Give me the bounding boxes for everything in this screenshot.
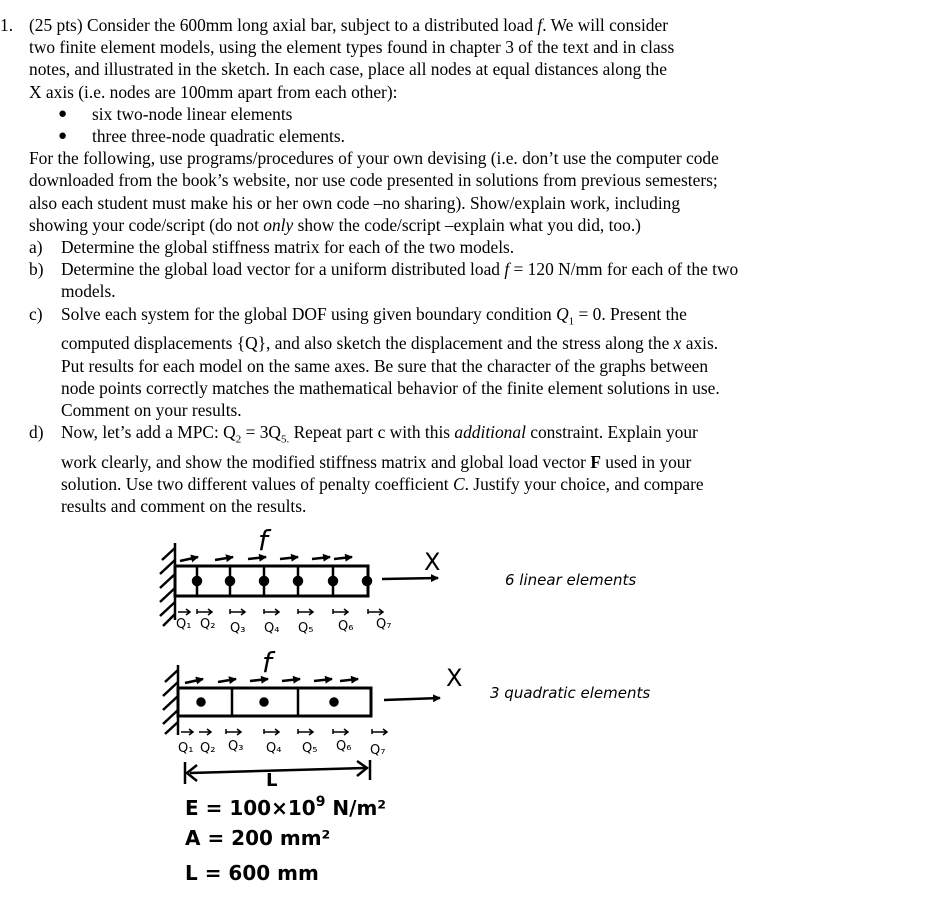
dof-arrows-icon xyxy=(178,609,383,615)
part-b: b) Determine the global load vector for a uniform distributed load f = 120 N/mm for each of the two models. xyxy=(29,259,739,302)
svg-text:Q₃: Q₃ xyxy=(228,739,244,754)
svg-text:Q₄: Q₄ xyxy=(266,741,282,756)
part-c: c) Solve each system for the global DOF using given boundary condition $Q_1 = 0$. Present the computed displacements {Q}, and also sketch the displacement and the stress along the x axis. Put results for each model on the same axes. Be sure that the character of the graphs between node points correctly matches the mathematical behavior of the finite element solutions in use. Comment on your results. xyxy=(29,303,720,420)
node-markers xyxy=(198,688,338,716)
x-axis-arrow-icon xyxy=(382,578,438,579)
length-dimension-arrow-icon xyxy=(185,760,370,784)
bullet-item: ● six two-node linear elements xyxy=(58,103,293,124)
part-label: b) xyxy=(29,259,44,280)
part-label: d) xyxy=(29,422,44,443)
part-label: c) xyxy=(29,303,43,324)
model-1-linear xyxy=(160,524,636,636)
distributed-load-arrows-icon xyxy=(185,679,358,683)
svg-text:Q₇: Q₇ xyxy=(370,743,386,758)
svg-text:Q₂: Q₂ xyxy=(200,617,216,632)
svg-text:Q₅: Q₅ xyxy=(302,741,318,756)
intro-line-4: X axis (i.e. nodes are 100mm apart from each other): xyxy=(29,81,398,102)
svg-text:Q₁: Q₁ xyxy=(176,617,192,632)
bar-body xyxy=(178,688,371,716)
svg-text:Q₄: Q₄ xyxy=(264,621,280,636)
dof-labels xyxy=(176,617,391,636)
instructions-line-3: also each student must make his or her own code –no sharing). Show/explain work, including xyxy=(29,192,681,213)
problem-number: 1. xyxy=(0,15,14,35)
instructions-line-2: downloaded from the book’s website, nor use code presented in solutions from previous semesters; xyxy=(29,170,718,191)
svg-text:Q₅: Q₅ xyxy=(298,621,314,636)
bullet-item: ● three three-node quadratic elements. xyxy=(58,126,346,147)
modulus-value: $E = 100\times 10^9$ N/m² xyxy=(185,794,387,820)
part-a: a) Determine the global stiffness matrix for each of the two models. xyxy=(29,237,515,258)
bar-body xyxy=(175,566,368,596)
svg-text:Q₂: Q₂ xyxy=(200,741,216,756)
node-markers xyxy=(193,566,371,596)
axis-label-x: X xyxy=(424,548,441,576)
wall-support-icon xyxy=(163,665,178,735)
dof-arrows-icon xyxy=(181,729,387,735)
svg-text:Q₆: Q₆ xyxy=(336,739,352,754)
model-2-quadratic xyxy=(163,646,650,791)
instructions-line-1: For the following, use programs/procedures of your own devising (i.e. don’t use the computer code xyxy=(29,148,719,169)
part-d: d) Now, let’s add a MPC: $Q_2 = 3Q_{5.}$ Repeat part c with this additional constraint. Explain your work clearly, and show the modified stiffness matrix and global load vector F used in your solution. Use two different values of penalty coefficient C. Justify your choice, and compare results and comment on the results. xyxy=(29,422,704,517)
svg-text:Q₃: Q₃ xyxy=(230,621,246,636)
load-symbol-f: f xyxy=(258,524,268,557)
intro-line-3: notes, and illustrated in the sketch. In each case, place all nodes at equal distances along the xyxy=(29,59,667,80)
intro-line-1: (25 pts) Consider the 600mm long axial bar, subject to a distributed load f. We will consider xyxy=(29,15,669,35)
intro-line-2: two finite element models, using the element types found in chapter 3 of the text and in class xyxy=(29,37,675,58)
svg-text:Q₇: Q₇ xyxy=(376,617,392,632)
svg-text:Q₆: Q₆ xyxy=(338,619,354,634)
svg-text:Q₁: Q₁ xyxy=(178,741,194,756)
wall-support-icon xyxy=(160,543,175,626)
area-value: A = 200 mm² xyxy=(185,826,331,850)
length-value: L = 600 mm xyxy=(185,861,319,885)
model-1-label: 6 linear elements xyxy=(505,571,637,589)
bullet-dot-icon: ● xyxy=(58,105,68,122)
x-axis-arrow-icon xyxy=(384,698,440,700)
material-properties xyxy=(185,794,386,885)
bullet-dot-icon: ● xyxy=(58,128,68,145)
instructions-line-4: showing your code/script (do not only show the code/script –explain what you did, too.) xyxy=(29,214,641,235)
model-2-label: 3 quadratic elements xyxy=(490,684,651,702)
part-label: a) xyxy=(29,237,43,258)
length-label: L xyxy=(266,770,278,791)
dof-labels xyxy=(178,739,385,758)
distributed-load-arrows-icon xyxy=(180,557,352,561)
axis-label-x: X xyxy=(446,664,463,692)
load-symbol-f: f xyxy=(262,646,272,679)
